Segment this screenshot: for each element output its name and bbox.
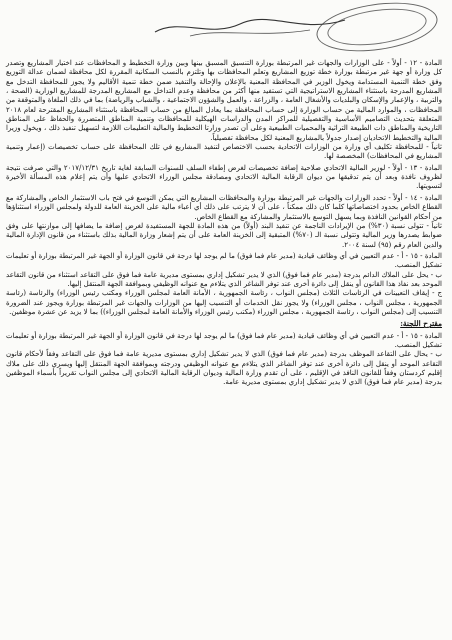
- proposal-article-15-b: ب - يحال على التقاعد الموظف بدرجة (مدير عام فما فوق) الذي لا يدير تشكيل إداري بمستوى مديرية عامة فما فوق على التقاعد وفقاً لأحكام قانون التقاعد الموحد أو ينقل إلى دائرة أخرى عند توفر الشاغر الذي يتلاءم مع عنوانه الوظيفي ودرجته وبموافقة الجهة المنتقل إليها ويسري ذلك على ملاك إقليم كردستان وفقاً للقانون النافذ في الإقليم ، على أن تقدم وزارة المالية وديوان الرقابة المالية الاتحادي إلى مجلس النواب تقريراً بأسماء الموظفين بدرجة (مدير عام فما فوق) الذي لا يدير تشكيل إداري بمستوى مديرية عامة.: [6, 349, 442, 387]
- article-14-first: المادة - ١٤ - أولاً - تحدد الوزارات والجهات غير المرتبطة بوزارة والمحافظات المشاريع التي يمكن التوسع في فتح باب الاستثمار الخاص والمشاركة مع القطاع الخاص بحدود اختصاصاتها كلما كان ذلك ممكناً ، على أن لا يترتب على ذلك أي أعباء مالية على الخزينة العامة للدولة ولمجلس الوزراء استثناؤها من أحكام القوانين النافذة وبما يسهل التوسع بالاستثمار والمشاركة مع القطاع الخاص.: [6, 192, 442, 221]
- proposal-article-15-a: المادة - ١٥ - أ - عدم التعيين في أي وظائف قيادية (مدير عام فما فوق) ما لم يوجد لها درجة في قانون الوزارة أو الجهة غير المرتبطة بوزارة أو تعليمات تشكيل المنصب.: [6, 330, 442, 349]
- article-15-c: ج - إيقاف التعيينات في الرئاسات الثلاث (مجلس النواب ، رئاسة الجمهورية ، الأمانة العامة لمجلس الوزراء ومكتب رئيس الوزراء) والرئاسة (رئاسة الجمهورية ، مجلس النواب ، مجلس الوزراء) ولا يجوز نقل الخدمات أو التنسيب إليها من الوزارات والجهات غير المرتبطة بوزارة ويجوز عند الضرورة التنسيب إلى (مجلس النواب ، رئاسة الجمهورية ، مجلس الوزراء (مكتب رئيس الوزراء والأمانة العامة لمجلس الوزراء)) بما لا يزيد عن عشرة موظفين.: [6, 288, 442, 316]
- committee-proposal-heading: مقترح اللجنة:: [400, 319, 442, 329]
- article-15-b: ب - يحل على الملاك الدائم بدرجة (مدير عام فما فوق) الذي لا يدير تشكيل إداري بمستوى مديرية عامة فما فوق على التقاعد استثناء من قانون التقاعد الموحد بعد نفاذ هذا القانون أو ينقل إلى دائرة أخرى عند توفر الشاغر الذي يتلاءم مع عنوانه الوظيفي وبموافقة الجهة المنتقل إليها.: [6, 269, 442, 288]
- handwritten-mark: [150, 14, 350, 40]
- article-13: المادة - ١٣ - أولاً - لوزير المالية الاتحادي صلاحية إضافة تخصيصات لغرض إطفاء السلف للسنوات السابقة لغاية تاريخ ٢٠١٧/١٢/٣١ والتي صرفت نتيجة لظروف نافذة وبعد أن يتم تدقيقها من ديوان الرقابة المالية الاتحادي ومصادقة مجلس الوزراء الاتحادي عليها وأن يتم إعلام هذه المسألة الأخيرة لتسويتها.: [6, 162, 442, 191]
- document-body: [6, 58, 442, 636]
- article-12-first: المادة - ١٢ - أولاً - على الوزارات والجهات غير المرتبطة بوزارة التنسيق المسبق بينها وبين وزارة التخطيط و المحافظات عند اختيار المشاريع وتصدر كل وزارة أو جهة غير مرتبطة بوزارة خطة توزيع المشاريع وتعلم المحافظات بها وتلتزم بالنسب السكانية المقررة لكل محافظة لضمان عدالة التوزيع وفق خطة التنمية المستدامة ويخول الوزير في المحافظة المعنية بالإعلان والإحالة والتنفيذ ضمن خطة تنمية الأقاليم ولا يجوز للمحافظة التدخل مع المشاريع المدرجة باستثناء المشاريع الاستراتيجية التي تستفيد منها أكثر من محافظة وعدم التداخل مع المشاريع المدرجة للمشاريع الوزارية (الصحة ، والتربية ، والإعمار والإسكان والبلديات والأشغال العامة ، والزراعة ، والعمل والشؤون الاجتماعية ، والشباب والرياضة) بما في ذلك الملغاة والمتوقفة من المحافظات ، والموارد المالية من حساب الوزارة إلى حساب المحافظة بما يعادل المبالغ من حساب المحافظة باستثناء المشاريع المقترحة لعام ٢٠١٨ المتعلقة بتحديث التصاميم الأساسية والتفصيلية للمراكز المدن والدراسات الهيكلية للمحافظات وتنمية المناطق المتضررة والحفاظ على المناطق التاريخية والمناطق ذات الطبيعة التراثية والمحميات الطبيعية وعلى أن تصدر وزارتا التخطيط والمالية التعليمات اللازمة لتسهيل تنفيذ ذلك ، ويخول وزيرا المالية والتخطيط الاتحاديان إصدار جدولاً بالمشاريع المعنية لكل محافظة تفصيلياً.: [6, 58, 442, 142]
- article-12-second: ثانياً - للمحافظة تكليف أي وزارة من الوزارات الاتحادية بحسب الاختصاص لتنفيذ المشاريع في تلك المحافظة على حساب تخصيصات (إعمار وتنمية المشاريع في المحافظات) المخصصة لها.: [6, 142, 442, 161]
- article-14-second: ثانياً - تتولى نسبة (٣٠%) من الإيرادات الناجمة عن تنفيذ البند (أولاً) من هذه المادة للجهة المستفيدة لغرض إضافة ما يضافها إلى موازنتها على وفق ضوابط يصدرها وزير المالية وتتولى نسبة الـ (٧٠%) المتبقية إلى الخزينة العامة على أن يتم إشعار وزارة المالية بذلك باستثناء من قانون الإدارة المالية والدين العام رقم (٩٥) لسنة ٢٠٠٤.: [6, 220, 442, 249]
- article-15-a: المادة - ١٥ - أ - عدم التعيين في أي وظائف قيادية (مدير عام فما فوق) ما لم يوجد لها درجة في قانون الوزارة أو الجهة غير المرتبطة بوزارة أو تعليمات تشكيل المنصب.: [6, 250, 442, 270]
